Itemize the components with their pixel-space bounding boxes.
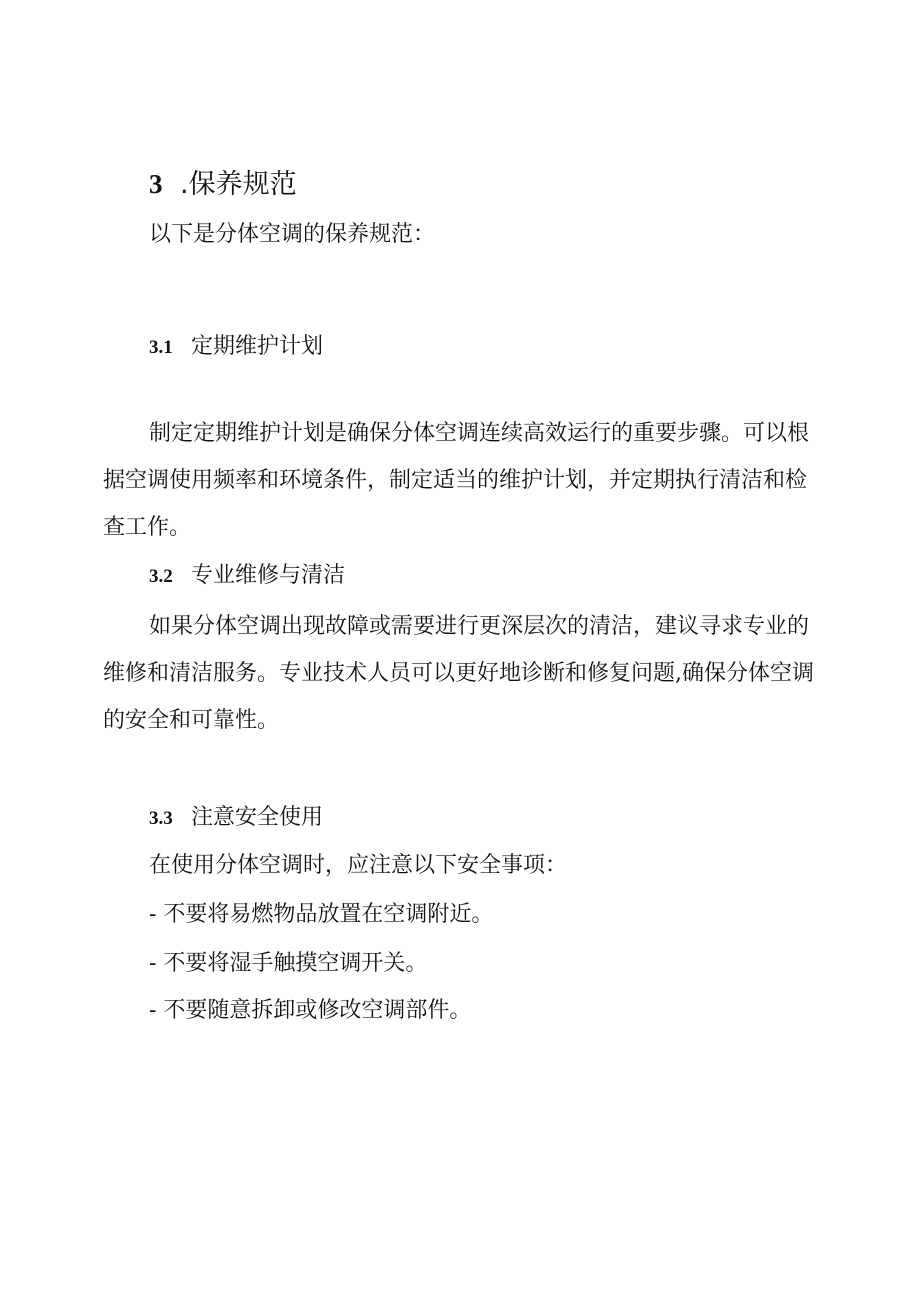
list-item: - 不要将易燃物品放置在空调附近。: [149, 902, 494, 927]
subsection-number: 3.3: [149, 808, 173, 829]
subsection-number: 3.2: [149, 566, 173, 587]
section-number: 3: [149, 169, 163, 199]
paragraph-3-2: 如果分体空调出现故障或需要进行更深层次的清洁，建议寻求专业的维修和清洁服务。专业技术人员可以更好地诊断和修复问题,确保分体空调的安全和可靠性。: [103, 614, 814, 733]
paragraph-3-1: 制定定期维护计划是确保分体空调连续高效运行的重要步骤。可以根据空调使用频率和环境条件，制定适当的维护计划，并定期执行清洁和检查工作。: [103, 421, 810, 540]
section-title: .保养规范: [180, 169, 297, 200]
subsection-number: 3.1: [149, 337, 173, 358]
paragraph-3-3-intro: 在使用分体空调时，应注意以下安全事项：: [149, 853, 568, 878]
list-item: - 不要随意拆卸或修改空调部件。: [149, 998, 472, 1023]
list-item: - 不要将湿手触摸空调开关。: [149, 951, 428, 976]
subsection-heading-3-3: [149, 802, 323, 835]
section-intro: 以下是分体空调的保养规范：: [149, 222, 436, 247]
subsection-heading-3-2: [149, 560, 345, 593]
subsection-title: 专业维修与清洁: [191, 563, 346, 588]
subsection-title: 定期维护计划: [191, 334, 324, 359]
section-heading: [149, 164, 297, 205]
subsection-heading-3-1: [149, 331, 323, 364]
subsection-title: 注意安全使用: [191, 805, 324, 830]
